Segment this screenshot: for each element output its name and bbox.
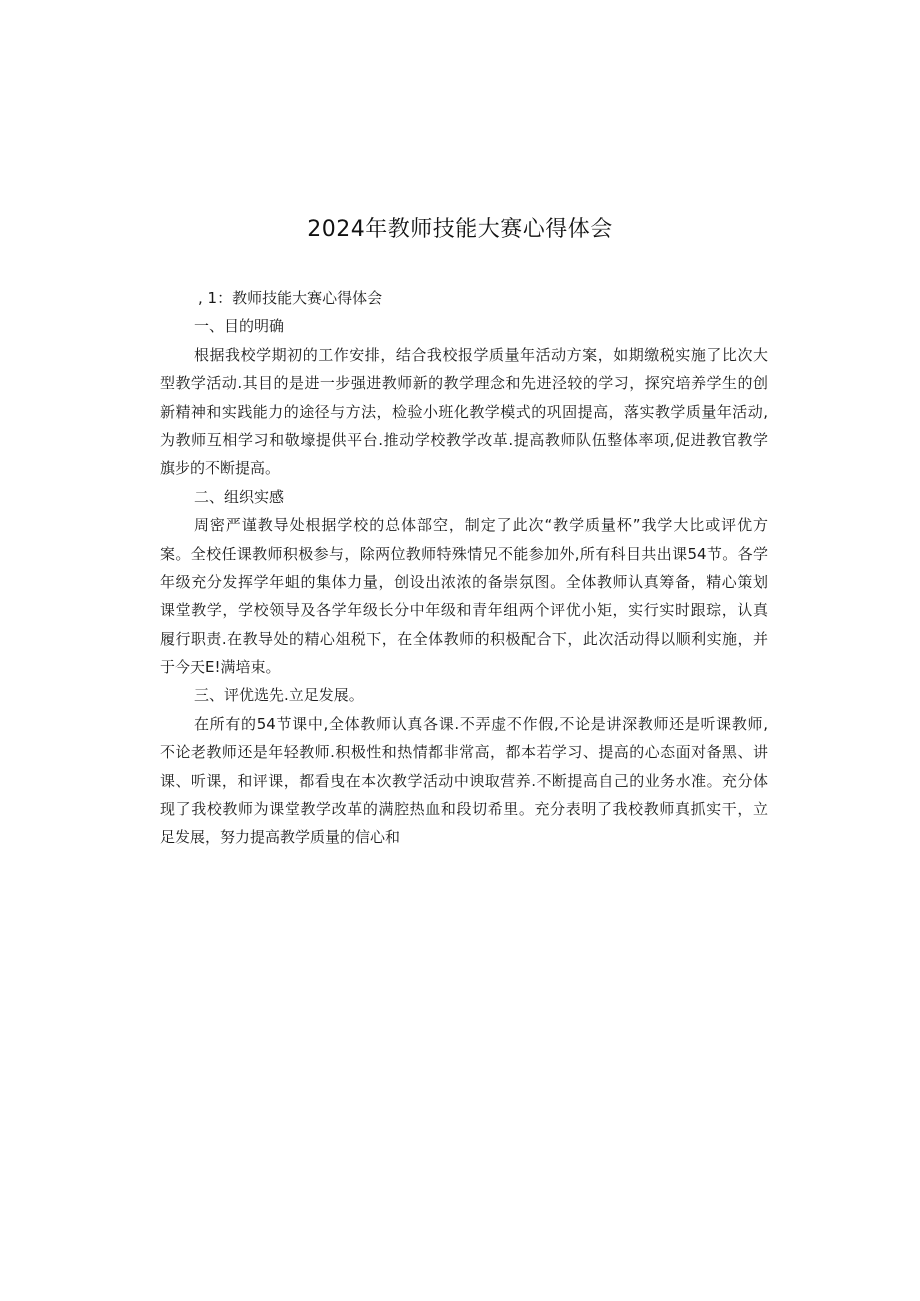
paragraph-line: 周密严谨教导处根据学校的总体部空，制定了此次“教学质量杯”我学大比或评优方 xyxy=(194,516,768,535)
paragraph-line: 为教师互相学习和敬壕提供平台.推动学校教学改革.提高教师队伍整体率项,促进教官教学 xyxy=(160,430,768,449)
section-heading-evaluation: 三、评优选先.立足发展。 xyxy=(194,686,364,705)
paragraph-line: 于今天E!满培束。 xyxy=(160,658,281,677)
paragraph-line: 案。全校任课教师积极参与，除两位教师特殊情兄不能参加外,所有科目共出课54节。各学 xyxy=(160,544,768,563)
subtitle-line: , 1：教师技能大赛心得体会 xyxy=(198,289,383,307)
paragraph-line: 旗步的不断提高。 xyxy=(160,459,281,478)
paragraph-line: 课、听课，和评课，都看曳在本次教学活动中谀取营养.不断提高自己的业务水准。充分体 xyxy=(160,771,768,790)
paragraph-line: 年级充分发挥学年蛆的集体力量，创设出浓浓的备崇氛图。全体教师认真筹备，精心策划 xyxy=(160,572,768,591)
document-body xyxy=(160,284,768,852)
paragraph-line: 根据我校学期初的工作安排，结合我校报学质量年活动方案，如期缴税实施了比次大 xyxy=(194,345,768,364)
paragraph-line: 不论老教师还是年轻教师.积极性和热情都非常高，都本若学习、提高的心态面对备黑、讲 xyxy=(160,743,768,762)
paragraph-line: 履行职责.在教导处的精心俎税下，在全体教师的积极配合下，此次活动得以顺利实施，并 xyxy=(160,629,768,648)
section-heading-organization: 二、组织实感 xyxy=(194,487,285,506)
paragraph-line: 现了我校教师为课堂教学改革的满腔热血和段切希里。充分表明了我校教师真抓实干，立 xyxy=(160,800,768,819)
paragraph-line: 在所有的54节课中,全体教师认真各课.不弄虚不作假,不论是讲深教师还是听课教师, xyxy=(194,714,768,733)
paragraph-line: 足发展，努力提高教学质量的信心和 xyxy=(160,828,401,847)
document-title: 2024年教师技能大赛心得体会 xyxy=(307,217,613,242)
paragraph-line: 课堂教学，学校领导及各学年级长分中年级和青年组两个评优小矩，实行实时跟琮，认真 xyxy=(160,601,768,620)
section-heading-purpose: 一、目的明确 xyxy=(194,317,285,336)
paragraph-line: 新精神和实践能力的途径与方法，检验小班化教学模式的巩固提高，落实教学质量年活动, xyxy=(160,402,768,421)
paragraph-line: 型教学活动.其目的是进一步强进教师新的教学理念和先进泾较的学习，探究培养学生的创 xyxy=(160,374,768,393)
